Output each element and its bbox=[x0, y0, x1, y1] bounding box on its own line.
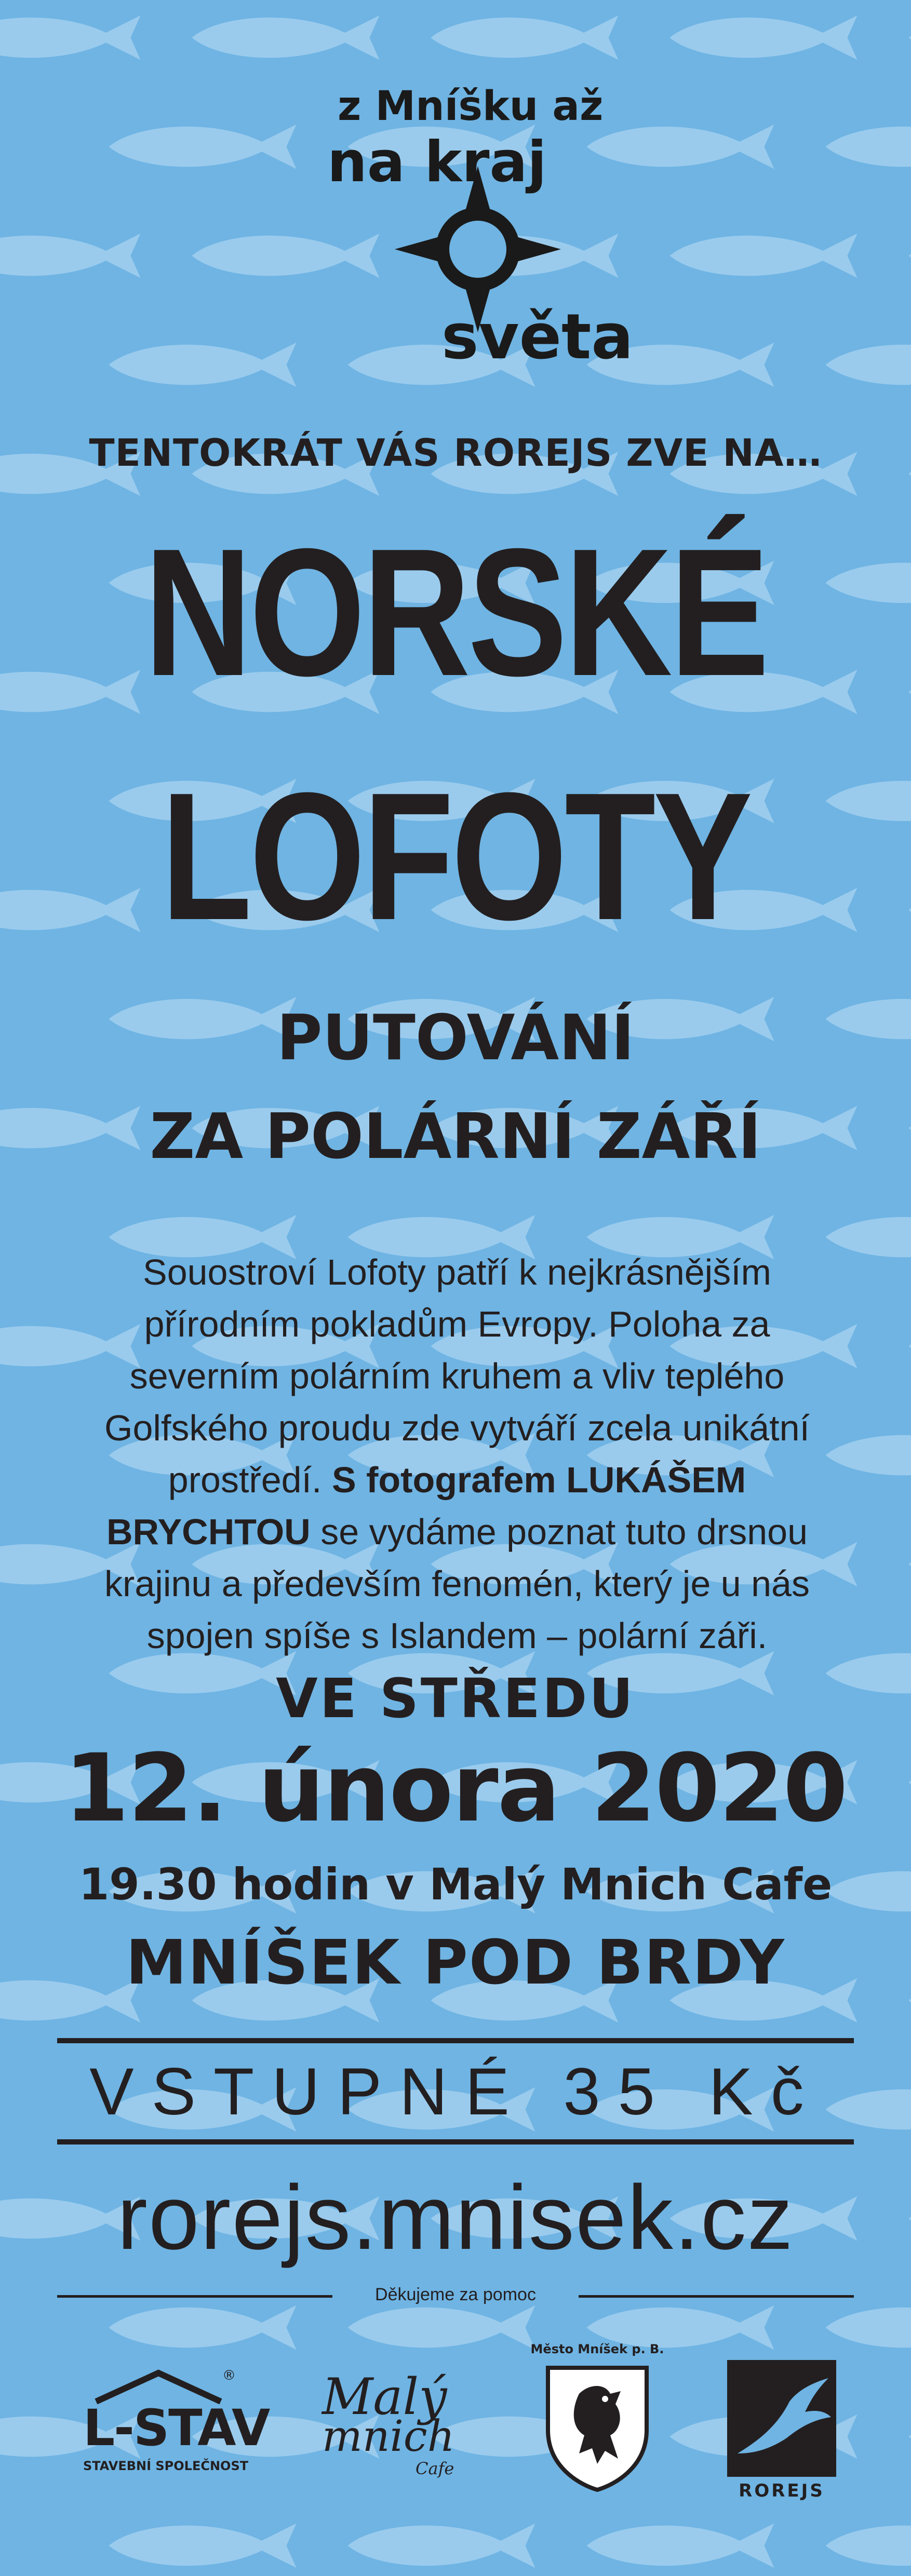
fish-shape bbox=[0, 16, 141, 60]
subtitle-line-2: ZA POLÁRNÍ ZÁŘÍ bbox=[150, 1101, 761, 1173]
fish-shape bbox=[826, 561, 911, 605]
fish-shape bbox=[909, 888, 911, 933]
description-part-1: Souostroví Lofoty patří k nejkrásnějším přírodním pokladům Evropy. Poloha za severním polárním kruhem a vliv teplého Golfského proudu zde vytváří zcela unikátní prostředí. bbox=[104, 1252, 810, 1500]
fish-shape bbox=[109, 2305, 297, 2350]
event-date: 12. února 2020 bbox=[64, 1734, 847, 1843]
fish-shape bbox=[109, 2524, 297, 2568]
sponsor-maly-mnich-logo bbox=[312, 2368, 499, 2492]
lstav-subtitle: STAVEBNÍ SPOLEČNOST bbox=[83, 2459, 249, 2473]
intro-text: TENTOKRÁT VÁS ROREJS ZVE NA… bbox=[89, 431, 822, 475]
event-city: MNÍŠEK POD BRDY bbox=[126, 1926, 785, 1998]
fish-shape bbox=[909, 16, 911, 60]
sponsor-lstav-logo bbox=[83, 2368, 270, 2482]
title-line-2: LOFOTY bbox=[160, 755, 751, 958]
sponsor-mesto-mnisek-logo bbox=[519, 2342, 675, 2498]
rorejs-label: ROREJS bbox=[739, 2480, 825, 2501]
maly-mnich-line-2: mnich bbox=[322, 2412, 455, 2461]
fish-shape bbox=[192, 16, 380, 60]
event-description bbox=[68, 1246, 847, 1662]
fish-shape bbox=[909, 670, 911, 714]
fish-shape bbox=[909, 1324, 911, 1369]
fish-shape bbox=[587, 2524, 774, 2568]
fish-shape bbox=[0, 234, 141, 278]
fish-shape bbox=[909, 2415, 911, 2459]
description-photographer: S fotografem LUKÁŠEM BRYCHTOU bbox=[106, 1460, 746, 1552]
logo-z-mnisku-na-kraj-sveta bbox=[291, 73, 665, 405]
coat-of-arms-icon bbox=[543, 2363, 652, 2492]
thanks-row bbox=[57, 2285, 854, 2305]
fish-shape bbox=[826, 343, 911, 387]
logo-line-1: z Mníšku až bbox=[338, 83, 604, 130]
thanks-divider-left bbox=[57, 2295, 332, 2298]
fish-shape bbox=[826, 2524, 911, 2568]
fish-shape bbox=[670, 16, 858, 60]
event-day: VE STŘEDU bbox=[276, 1667, 635, 1730]
fish-shape bbox=[348, 2305, 535, 2350]
divider-bottom bbox=[57, 2139, 854, 2145]
logo-line-2: na kraj bbox=[327, 130, 547, 195]
divider-top bbox=[57, 2038, 854, 2043]
maly-mnich-line-1: Malý bbox=[322, 2368, 447, 2426]
fish-shape bbox=[909, 234, 911, 278]
description-part-3: se vydáme poznat tuto drsnou krajinu a především fenomén, který je u nás spojen spíše s Islandem – polární záři. bbox=[104, 1512, 810, 1656]
title-line-1: NORSKÉ bbox=[144, 511, 767, 714]
fish-shape bbox=[348, 2524, 535, 2568]
swift-bird-icon bbox=[727, 2360, 836, 2477]
fish-shape bbox=[109, 343, 297, 387]
thanks-text: Děkujeme za pomoc bbox=[375, 2285, 536, 2304]
fish-shape bbox=[826, 779, 911, 824]
thanks-divider-right bbox=[579, 2295, 854, 2298]
fish-shape bbox=[670, 234, 858, 278]
lstav-name: L-STAV bbox=[83, 2399, 270, 2457]
fish-shape bbox=[826, 125, 911, 169]
sponsor-rorejs-logo bbox=[727, 2360, 836, 2500]
mesto-label: Město Mníšek p. B. bbox=[530, 2342, 664, 2356]
entry-fee: VSTUPNÉ 35 Kč bbox=[89, 2055, 822, 2129]
fish-shape bbox=[109, 125, 297, 169]
fish-shape bbox=[826, 2305, 911, 2350]
event-time-place: 19.30 hodin v Malý Mnich Cafe bbox=[78, 1859, 833, 1910]
fish-shape bbox=[909, 1542, 911, 1587]
fish-shape bbox=[431, 16, 619, 60]
website-link[interactable]: rorejs.mnisek.cz bbox=[117, 2167, 794, 2269]
logo-line-3: světa bbox=[441, 301, 634, 373]
maly-mnich-line-3: Cafe bbox=[416, 2459, 454, 2478]
subtitle-line-1: PUTOVÁNÍ bbox=[276, 1002, 635, 1074]
registered-mark: ® bbox=[222, 2368, 236, 2383]
